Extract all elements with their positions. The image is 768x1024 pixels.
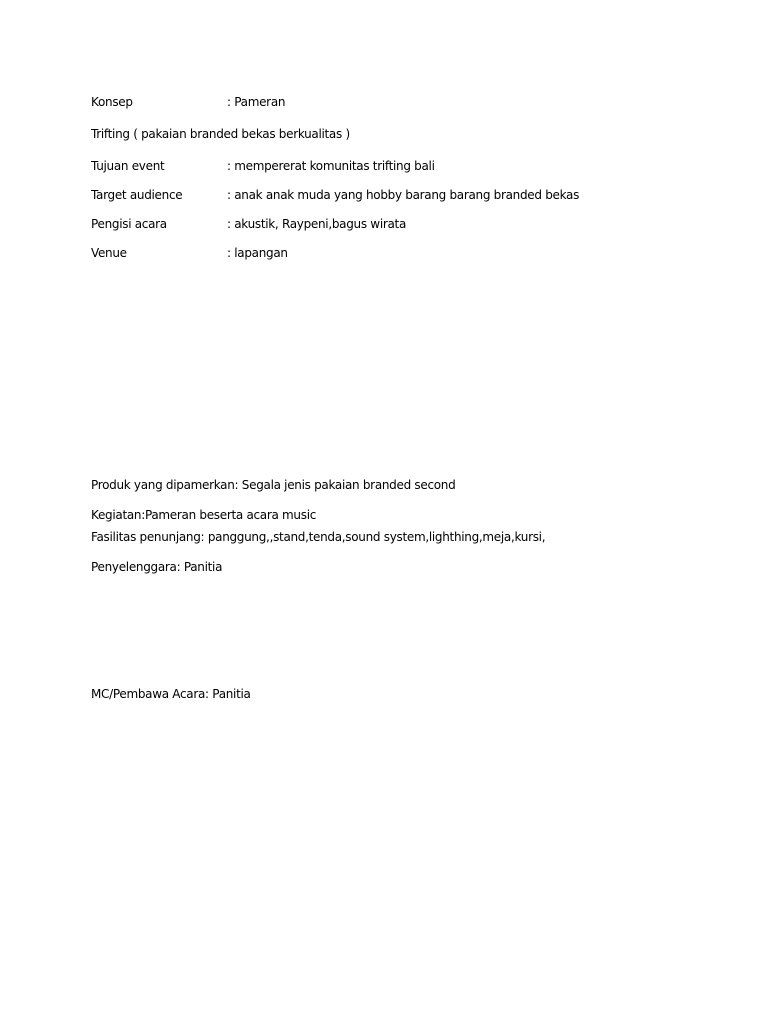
field-tujuan-event: [91, 158, 435, 174]
field-label: Target audience: [91, 188, 183, 202]
field-label: Tujuan event: [91, 159, 165, 173]
mc-line: MC/Pembawa Acara: Panitia: [91, 687, 251, 701]
kegiatan-line: Kegiatan:Pameran beserta acara music: [91, 508, 317, 522]
field-value: : mempererat komunitas trifting bali: [227, 159, 435, 173]
field-value: : lapangan: [227, 246, 288, 260]
field-value: : anak anak muda yang hobby barang barang branded bekas: [227, 188, 580, 202]
fasilitas-line: Fasilitas penunjang: panggung,,stand,tenda,sound system,lighthing,meja,kursi,: [91, 530, 546, 544]
field-venue: [91, 245, 288, 261]
field-label: Konsep: [91, 95, 133, 109]
field-label: Venue: [91, 246, 127, 260]
field-target-audience: [91, 187, 579, 203]
field-value: : Pameran: [227, 95, 286, 109]
produk-line: Produk yang dipamerkan: Segala jenis pakaian branded second: [91, 478, 456, 492]
concept-description: Trifting ( pakaian branded bekas berkualitas ): [91, 127, 350, 141]
penyelenggara-line: Penyelenggara: Panitia: [91, 560, 223, 574]
field-value: : akustik, Raypeni,bagus wirata: [227, 217, 407, 231]
field-label: Pengisi acara: [91, 217, 167, 231]
field-pengisi-acara: [91, 216, 406, 232]
field-konsep: [91, 94, 285, 110]
